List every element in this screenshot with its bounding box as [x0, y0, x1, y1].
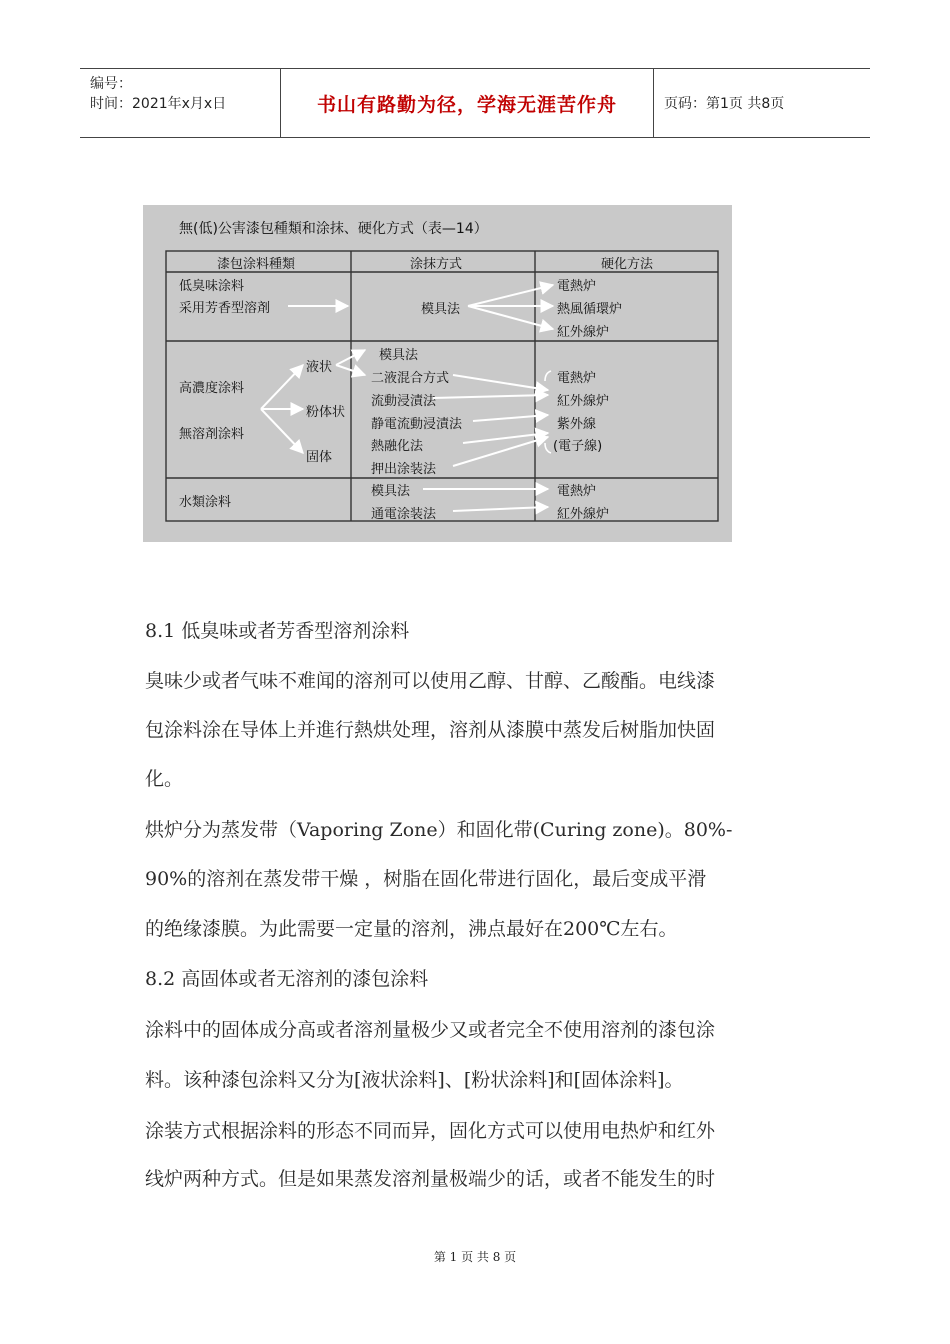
row1-cure-3: 紅外線炉 [557, 325, 610, 340]
body-line: 臭味少或者气味不难闻的溶剂可以使用乙醇、甘醇、乙酸酯。电线漆 [145, 670, 716, 692]
row2-method-4: 静電流動浸漬法 [371, 417, 463, 432]
row2-method-6: 押出涂装法 [371, 462, 437, 477]
row2-method-3: 流動浸漬法 [371, 394, 437, 409]
row2-type-2: 無溶剤涂料 [179, 427, 245, 442]
time-label: 时间：2021年x月x日 [90, 96, 227, 112]
section-8-2-heading: 8.2 高固体或者无溶剂的漆包涂料 [145, 968, 429, 990]
col-header-types: 漆包涂料種類 [217, 257, 296, 272]
col-header-cure: 硬化方法 [601, 257, 654, 272]
row2-cure-3: 紫外線 [557, 417, 597, 432]
row2-form-3: 固体 [306, 450, 333, 465]
body-line: 涂装方式根据涂料的形态不同而异，固化方式可以使用电热炉和红外 [145, 1120, 716, 1142]
row2-type-1: 高濃度涂料 [179, 381, 245, 396]
body-line: 烘炉分为蒸发带（Vaporing Zone）和固化带(Curing zone)。80%- [145, 819, 733, 841]
header-page-cell [654, 69, 870, 137]
body-line: 线炉两种方式。但是如果蒸发溶剂量极端少的话，或者不能发生的时 [145, 1168, 716, 1190]
row2-form-2: 粉体状 [306, 405, 346, 420]
row2-cure-1: 電熱炉 [557, 371, 597, 386]
row3-method-1: 模具法 [371, 484, 411, 499]
page-footer: 第 1 页 共 8 页 [433, 1250, 517, 1264]
header-motto-cell [281, 69, 654, 137]
page-label: 页码：第1页 共8页 [664, 96, 785, 112]
body-line: 涂料中的固体成分高或者溶剂量极少又或者完全不使用溶剂的漆包涂 [145, 1019, 716, 1041]
row1-type-2: 采用芳香型溶剤 [179, 301, 271, 316]
figure-table-14 [143, 205, 732, 542]
row2-cure-4: (電子線) [553, 439, 603, 454]
number-label: 编号： [90, 76, 132, 92]
row1-cure-2: 熱風循環炉 [557, 302, 623, 317]
body-line: 化。 [145, 768, 184, 790]
row1-method: 模具法 [421, 302, 461, 317]
col-header-method: 涂抹方式 [410, 257, 463, 272]
body-line: 料。该种漆包涂料又分为[液状涂料]、[粉状涂料]和[固体涂料]。 [145, 1069, 684, 1091]
row2-method-2: 二液混合方式 [371, 371, 450, 386]
row3-cure-2: 紅外線炉 [557, 507, 610, 522]
row1-cure-1: 電熱炉 [557, 279, 597, 294]
motto: 书山有路勤为径，学海无涯苦作舟 [316, 93, 617, 116]
header-meta-cell [80, 69, 281, 137]
body-line: 的绝缘漆膜。为此需要一定量的溶剂，沸点最好在200℃左右。 [145, 918, 678, 940]
body-line: 包涂料涂在导体上并進行熱烘处理，溶剂从漆膜中蒸发后树脂加快固 [145, 719, 716, 741]
header-table [80, 68, 870, 138]
row2-method-1: 模具法 [379, 348, 419, 363]
row3-type-1: 水類涂料 [179, 495, 232, 510]
row2-cure-2: 紅外線炉 [557, 394, 610, 409]
figure-title: 無(低)公害漆包種類和涂抹、硬化方式（表—14） [179, 221, 488, 237]
row3-method-2: 通電涂装法 [371, 507, 437, 522]
body-line: 90%的溶剂在蒸发带干燥 ，树脂在固化带进行固化，最后变成平滑 [145, 868, 707, 890]
row1-type-1: 低臭味涂料 [179, 279, 245, 294]
row2-form-1: 液状 [306, 360, 333, 375]
section-8-1-heading: 8.1 低臭味或者芳香型溶剂涂料 [145, 620, 410, 642]
row2-method-5: 熱融化法 [371, 439, 424, 454]
row3-cure-1: 電熱炉 [557, 484, 597, 499]
